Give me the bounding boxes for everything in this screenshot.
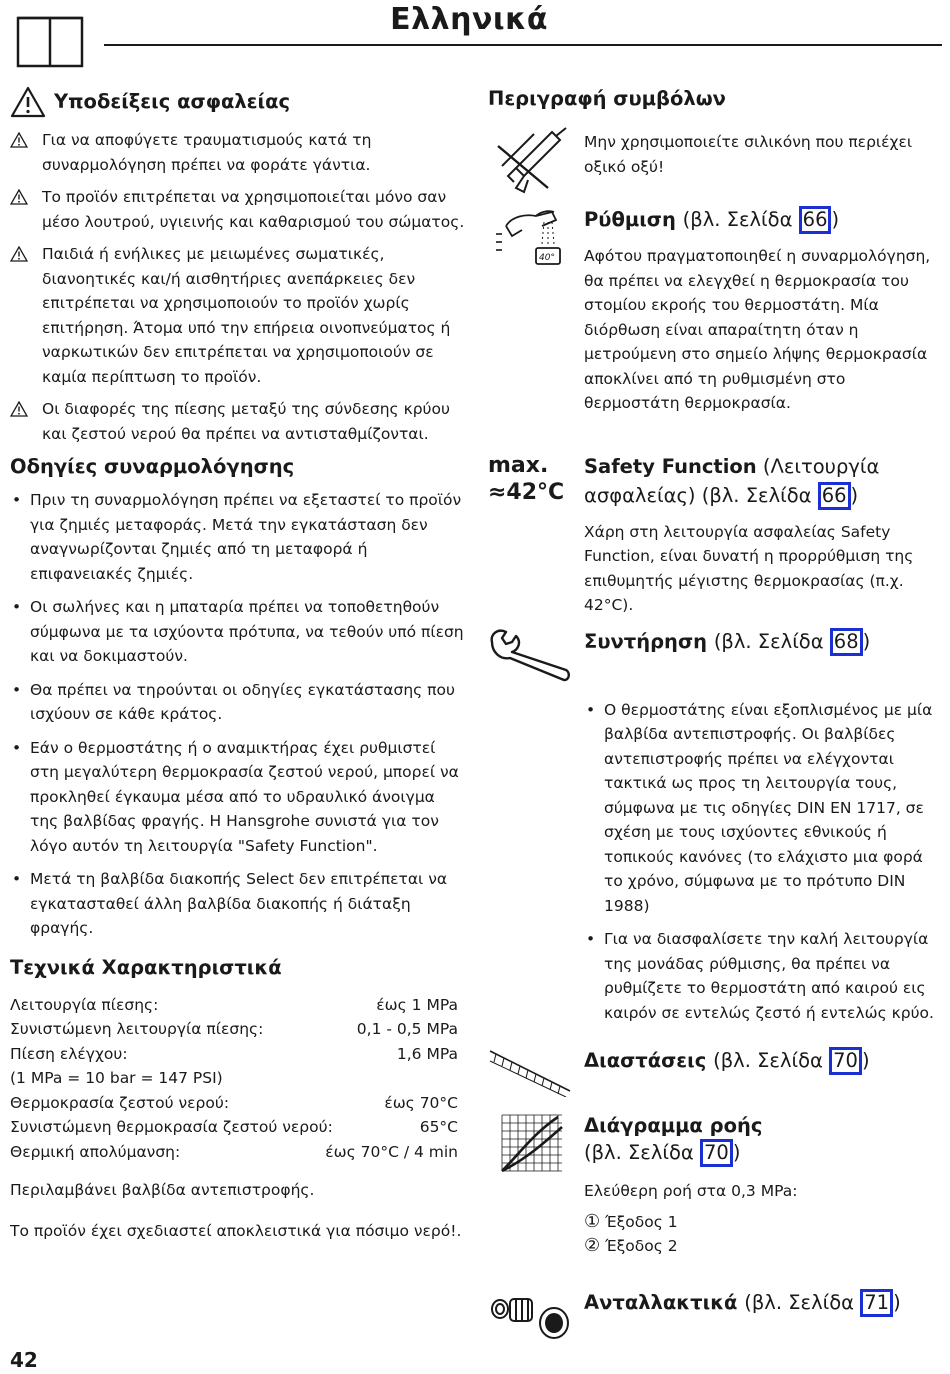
outlet-number: ① [584,1210,601,1232]
safety-section [10,86,466,446]
list-item-text: Για να διασφαλίσετε την καλή λειτουργία της μονάδας ρύθμισης, θα πρέπει να ρυθμίζετε το θερμοστάτη από καιρού εις καιρόν σε εντελώς ζεστό ή εντελώς κρύο. [604,930,934,1022]
maintenance-list [584,698,944,1026]
warning-icon [10,86,46,118]
spec-label: Πίεση ελέγχου: [10,1044,128,1063]
assembly-list [10,488,466,941]
safety-function-row [488,452,944,618]
list-item: • Για να διασφαλίσετε την καλή λειτουργία της μονάδας ρύθμισης, θα πρέπει να ρυθμίζετε το θερμοστάτη από καιρού εις καιρόν σε εντελώς ζεστό ή εντελώς κρύο. [584,927,944,1025]
page-ref-link[interactable]: 71 [860,1289,893,1317]
page-ref-link[interactable]: 66 [818,482,851,510]
maintenance-heading: Συντήρηση (βλ. Σελίδα 68 ) [584,628,944,656]
outlet-label: Έξοδος 2 [605,1237,678,1255]
thermometer-hand-icon [492,206,570,272]
adjustment-see: (βλ. Σελίδα [682,208,799,231]
outlet-item [584,1234,944,1259]
technical-section [10,955,466,1244]
silicone-row [488,130,944,200]
list-item: • Πριν τη συναρμολόγηση πρέπει να εξεταστεί το προϊόν για ζημιές μεταφοράς. Μετά την εγκατάσταση δεν αναγνωρίζονται ζημιές από τη μεταφορά ή επιφανειακές ζημιές. [10,488,466,586]
page-ref-link[interactable]: 70 [829,1047,862,1075]
safety-warning-text: Το προϊόν επιτρέπεται να χρησιμοποιείται μόνο σαν μέσο λουτρού, υγιεινής και καθαρισμού του σώματος. [42,188,465,231]
wrench-icon [488,628,572,684]
dimensions-ruler-icon [488,1047,572,1097]
list-item-text: Οι σωλήνες και η μπαταρία πρέπει να τοποθετηθούν σύμφωνα με τα ισχύοντα πρότυπα, να τεθούν υπό πίεση και να δοκιμαστούν. [30,598,464,665]
header-divider [104,44,942,46]
list-item: • Θα πρέπει να τηρούνται οι οδηγίες εγκατάστασης που ισχύουν σε κάθε κράτος. [10,678,466,727]
page-ref-link[interactable]: 66 [799,206,832,234]
adjustment-heading: Ρύθμιση (βλ. Σελίδα 66 ) [584,206,944,234]
max-label: max. [488,452,549,478]
list-item-text: Πριν τη συναρμολόγηση πρέπει να εξεταστεί το προϊόν για ζημιές μεταφοράς. Μετά την εγκατάσταση δεν αναγνωρίζονται ζημιές από τη μεταφορά ή επιφανειακές ζημιές. [30,491,462,583]
spec-row [10,1140,458,1165]
technical-note-drinking-water: Το προϊόν έχει σχεδιαστεί αποκλειστικά για πόσιμο νερό!. [10,1221,462,1240]
spec-row [10,1066,458,1091]
spec-table [10,993,458,1165]
dimensions-title: Διαστάσεις [584,1049,707,1072]
spec-label: Συνιστώμενη θερμοκρασία ζεστού νερού: [10,1118,333,1136]
spec-value: 1,6 MPa [396,1044,458,1063]
list-item-text: Εάν ο θερμοστάτης ή ο αναμικτήρας έχει ρυθμιστεί στη μεγαλύτερη θερμοκρασία ζεστού νερού, μπορεί να προκληθεί έγκαυμα μέσα από το υδραυλικό άνοιγμα της βαλβίδας φραγής. Η Hansgrohe συνιστά για τον λόγο αυτόν τη λειτουργία "Safety Function". [30,738,459,855]
spec-row [10,993,458,1018]
safety-warning-list [10,128,466,446]
assembly-title: Οδηγίες συναρμολόγησης [10,455,295,478]
spare-parts-row [488,1289,944,1347]
spare-parts-heading: Ανταλλακτικά (βλ. Σελίδα 71 ) [584,1289,944,1317]
spare-parts-icon [488,1289,574,1343]
spec-value: έως 1 MPa [376,995,458,1014]
safety-function-heading: Safety Function (Λειτουργία ασφαλείας) (βλ. Σελίδα 66 ) [584,452,944,510]
left-column [10,86,466,1243]
list-item: • Οι σωλήνες και η μπαταρία πρέπει να τοποθετηθούν σύμφωνα με τα ισχύοντα πρότυπα, να τεθούν υπό πίεση και να δοκιμαστούν. [10,595,466,669]
spec-row [10,1042,458,1067]
flow-text: Ελεύθερη ροή στα 0,3 MPa: [584,1182,798,1200]
spec-label: Θερμική απολύμανση: [10,1142,181,1161]
list-item: • Ο θερμοστάτης είναι εξοπλισμένος με μία βαλβίδα αντεπιστροφής. Οι βαλβίδες αντεπιστροφής πρέπει να ελέγχονται τακτικά ως προς τη λειτουργία τους, σύμφωνα με τις οδηγίες DIN EN 1717, σε σχέση με τους ισχύοντες εθνικούς ή τοπικούς κανόνες (το ελάχιστο μια φορά το χρόνο, σύμφωνα με το πρότυπο DIN 1988) [584,698,944,919]
spec-value: έως 70°C / 4 min [325,1142,458,1161]
safety-warning-item [10,128,466,177]
list-item: • Εάν ο θερμοστάτης ή ο αναμικτήρας έχει ρυθμιστεί στη μεγαλύτερη θερμοκρασία ζεστού νερού, μπορεί να προκληθεί έγκαυμα μέσα από το υδραυλικό άνοιγμα της βαλβίδας φραγής. Η Hansgrohe συνιστά για τον λόγο αυτόν τη λειτουργία "Safety Function". [10,736,466,859]
assembly-section [10,454,466,941]
safety-warning-item [10,242,466,389]
outlet-item [584,1210,944,1235]
technical-title: Τεχνικά Χαρακτηριστικά [10,955,282,979]
safety-function-title: Safety Function [584,454,757,478]
adjustment-text: Αφότου πραγματοποιηθεί η συναρμολόγηση, θα πρέπει να ελεγχθεί η θερμοκρασία του στομίου εκροής του θερμοστάτη. Μία διόρθωση είναι απαραίτητη όταν η μετρούμενη στο σημείο λήψης θερμοκρασία αποκλίνει από τη ρυθμισμένη στο θερμοστάτη θερμοκρασία. [584,247,931,412]
list-item-text: Θα πρέπει να τηρούνται οι οδηγίες εγκατάστασης που ισχύουν σε κάθε κράτος. [30,680,455,723]
spec-label: (1 MPa = 10 bar = 147 PSI) [10,1069,223,1087]
list-item-text: Μετά τη βαλβίδα διακοπής Select δεν επιτρέπεται να εγκατασταθεί άλλη βαλβίδα διακοπής ή διάταξη φραγής. [30,870,448,937]
manual-book-icon [16,12,84,68]
spec-value: 65°C [419,1118,458,1136]
outlet-list [584,1210,944,1259]
spec-row [10,1091,458,1116]
flow-heading: Διάγραμμα ροής (βλ. Σελίδα 70 ) [584,1113,944,1167]
warning-icon [10,132,28,148]
right-column [488,86,944,1347]
safety-function-text: Χάρη στη λειτουργία ασφαλείας Safety Function, είναι δυνατή η προρρύθμιση της επιθυμητής μέγιστης θερμοκρασίας (π.χ. 42°C). [584,522,914,614]
safety-warning-text: Παιδιά ή ενήλικες με μειωμένες σωματικές, διανοητικές και/ή αισθητήριες ανεπάρκειες δεν επιτρέπεται να χρησιμοποιούν το προϊόν χωρίς επιτήρηση. Άτομα υπό την επήρεια οινοπνεύματος ή ναρκωτικών δεν επιτρέπεται να χρησιμοποιούν σε καμία περίπτωση το προϊόν. [42,245,451,386]
safety-heading [10,86,466,118]
warning-icon [10,189,28,205]
safety-warning-item [10,397,466,446]
spec-label: Συνιστώμενη λειτουργία πίεσης: [10,1020,264,1038]
spare-parts-title: Ανταλλακτικά [584,1290,738,1314]
maintenance-row [488,628,944,688]
spec-value: έως 70°C [384,1093,458,1112]
silicone-gun-icon [494,126,570,196]
technical-note-check-valve: Περιλαμβάνει βαλβίδα αντεπιστροφής. [10,1181,315,1199]
list-item: • Μετά τη βαλβίδα διακοπής Select δεν επιτρέπεται να εγκατασταθεί άλλη βαλβίδα διακοπής ή διάταξη φραγής. [10,867,466,941]
adjustment-row [488,206,944,416]
page-ref-link[interactable]: 68 [830,628,863,656]
safety-warning-text: Οι διαφορές της πίεσης μεταξύ της σύνδεσης κρύου και ζεστού νερού θα πρέπει να αντισταθμίζονται. [42,400,450,443]
safety-title: Υποδείξεις ασφαλείας [54,90,291,113]
spec-label: Λειτουργία πίεσης: [10,995,159,1014]
page-language-title: Ελληνικά [390,2,548,37]
safety-warning-item [10,185,466,234]
spec-label: Θερμοκρασία ζεστού νερού: [10,1093,230,1112]
outlet-label: Έξοδος 1 [605,1212,678,1231]
spec-value: 0,1 - 0,5 MPa [356,1020,458,1038]
thermo-display-text: 40° [539,253,555,263]
safety-warning-text: Για να αποφύγετε τραυματισμούς κατά τη συναρμολόγηση πρέπει να φοράτε γάντια. [42,131,372,174]
page-number: 42 [10,1348,38,1372]
dimensions-heading: Διαστάσεις (βλ. Σελίδα 70 ) [584,1047,944,1075]
warning-icon [10,246,28,262]
flow-chart-icon [500,1113,564,1175]
max-temperature: ≈42°C [488,479,565,505]
list-item-text: Ο θερμοστάτης είναι εξοπλισμένος με μία βαλβίδα αντεπιστροφής. Οι βαλβίδες αντεπιστροφής πρέπει να ελέγχονται τακτικά ως προς τη λειτουργία τους, σύμφωνα με τις οδηγίες DIN EN 1717, σε σχέση με τους ισχύοντες εθνικούς ή τοπικούς κανόνες (το ελάχιστο μια φορά το χρόνο, σύμφωνα με το πρότυπο DIN 1988) [604,700,933,915]
adjustment-title: Ρύθμιση [584,208,676,231]
page-ref-link[interactable]: 70 [700,1139,733,1167]
outlet-number: ② [584,1235,601,1256]
flow-row [488,1113,944,1259]
spec-row [10,1017,458,1042]
symbols-title: Περιγραφή συμβόλων [488,87,726,110]
flow-title: Διάγραμμα ροής [584,1114,763,1137]
spec-row [10,1115,458,1140]
dimensions-row [488,1047,944,1101]
maintenance-title: Συντήρηση [584,629,708,653]
silicone-text: Μην χρησιμοποιείτε σιλικόνη που περιέχει οξικό οξύ! [584,133,913,176]
warning-icon [10,401,28,417]
